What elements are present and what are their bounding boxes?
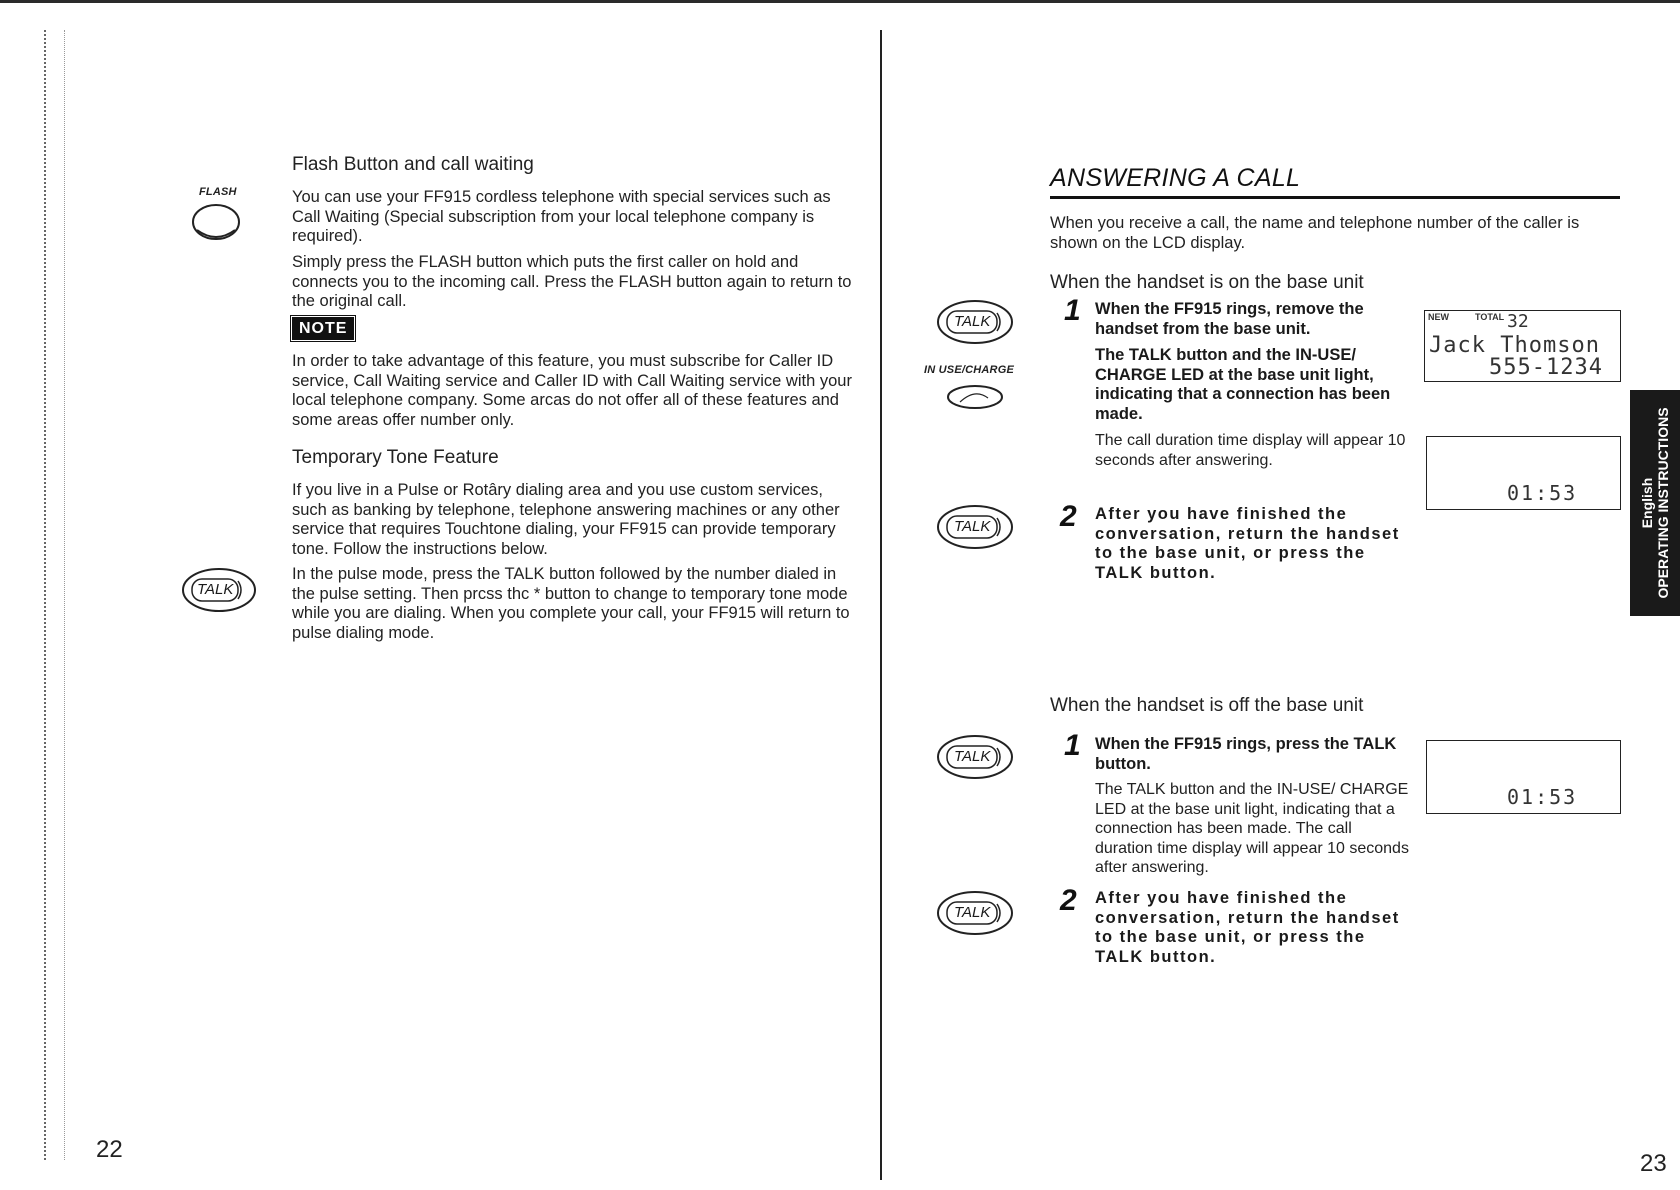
note-label: NOTE: [292, 317, 354, 340]
in-use-charge-label: IN USE/CHARGE: [924, 364, 1014, 376]
lcd-caller-number: 555-1234: [1489, 355, 1603, 380]
flash-paragraph-1: You can use your FF915 cordless telephone with special services such as Call Waiting (Special subscription from your local telephone company is required).: [292, 188, 831, 245]
on-base-step-2-number: 2: [1060, 500, 1077, 533]
tab-language: English: [1639, 477, 1655, 529]
tone-paragraph-1: If you live in a Pulse or Rotâry dialing area and you use custom services, such as banking by telephone, telephone answering machines or any other service that requires Touchtone dialing, your FF915 can provide temporary tone. Follow the instructions below.: [292, 481, 840, 558]
lcd-caller-display: [1424, 310, 1621, 382]
lcd-duration-display: [1426, 740, 1621, 814]
scan-top-border: [0, 0, 1680, 3]
off-base-heading: When the handset is off the base unit: [1050, 695, 1364, 716]
off-base-step-1-number: 1: [1064, 729, 1081, 762]
on-base-step-1-sub-1: The TALK button and the IN-USE/ CHARGE LED at the base unit light, indicating that a connection has been made.: [1095, 346, 1391, 423]
talk-icon-label: TALK: [954, 518, 991, 535]
binding-edge: [44, 30, 65, 1160]
flash-button-icon: [189, 200, 245, 244]
talk-icon-label: TALK: [954, 313, 991, 330]
note-text: In order to take advantage of this feature, you must subscribe for Caller ID service, Call Waiting service and Caller ID with Call Waiting service with your local telephone company. Some arcas do not offer all of these features and some areas offer number only.: [292, 352, 852, 429]
page-divider: [880, 30, 882, 1180]
lcd-caller-name: Jack Thomson: [1429, 333, 1600, 358]
lcd-total-label: TOTAL: [1475, 312, 1505, 322]
lcd-duration-time: 01:53: [1507, 481, 1578, 505]
flash-heading: Flash Button and call waiting: [292, 154, 534, 175]
talk-button-icon: [934, 888, 1016, 938]
talk-button-icon: [934, 732, 1016, 782]
tab-section: OPERATING INSTRUCTIONS: [1655, 407, 1671, 599]
on-base-step-1-text: When the FF915 rings, remove the handset from the base unit.: [1095, 300, 1364, 338]
flash-icon-label: FLASH: [199, 186, 237, 198]
on-base-step-2-text: After you have finished the conversation, return the handset to the base unit, or press the TALK button.: [1095, 505, 1400, 582]
talk-icon-label: TALK: [954, 748, 991, 765]
off-base-step-2-text: After you have finished the conversation, return the handset to the base unit, or press the TALK button.: [1095, 889, 1400, 966]
left-page-number: 22: [96, 1136, 123, 1163]
right-page-number: 23: [1640, 1150, 1667, 1177]
talk-icon-label: TALK: [197, 581, 234, 598]
title-rule: [1050, 196, 1620, 199]
lcd-duration-display: [1426, 436, 1621, 510]
section-side-tab: [1630, 390, 1680, 616]
off-base-step-1-sub: The TALK button and the IN-USE/ CHARGE LED at the base unit light, indicating that a connection has been made. The call duration time display will appear 10 seconds after answering.: [1095, 781, 1409, 876]
lcd-new-label: NEW: [1428, 312, 1449, 322]
in-use-led-icon: [944, 382, 1006, 412]
intro-text: When you receive a call, the name and telephone number of the caller is shown on the LCD display.: [1050, 214, 1580, 252]
flash-paragraph-2: Simply press the FLASH button which puts the first caller on hold and connects you to the incoming call. Press the FLASH button again to return to the original call.: [292, 253, 852, 310]
on-base-step-1-number: 1: [1064, 294, 1081, 327]
lcd-duration-time: 01:53: [1507, 785, 1578, 809]
page-title: ANSWERING A CALL: [1050, 164, 1301, 192]
talk-button-icon: [934, 297, 1016, 347]
on-base-heading: When the handset is on the base unit: [1050, 272, 1364, 293]
lcd-call-count: 32: [1507, 311, 1529, 332]
off-base-step-1-text: When the FF915 rings, press the TALK button.: [1095, 735, 1397, 773]
tone-paragraph-2: In the pulse mode, press the TALK button followed by the number dialed in the pulse setting. Then prcss thc * button to change to temporary tone mode while you are dialing. When you complete your call, your FF915 will return to pulse dialing mode.: [292, 565, 850, 642]
tone-heading: Temporary Tone Feature: [292, 447, 499, 468]
talk-button-icon: [934, 502, 1016, 552]
on-base-step-1-sub-2: The call duration time display will appear 10 seconds after answering.: [1095, 432, 1406, 469]
off-base-step-2-number: 2: [1060, 884, 1077, 917]
talk-button-icon: [180, 565, 258, 615]
note-badge: [292, 320, 354, 338]
talk-icon-label: TALK: [954, 904, 991, 921]
